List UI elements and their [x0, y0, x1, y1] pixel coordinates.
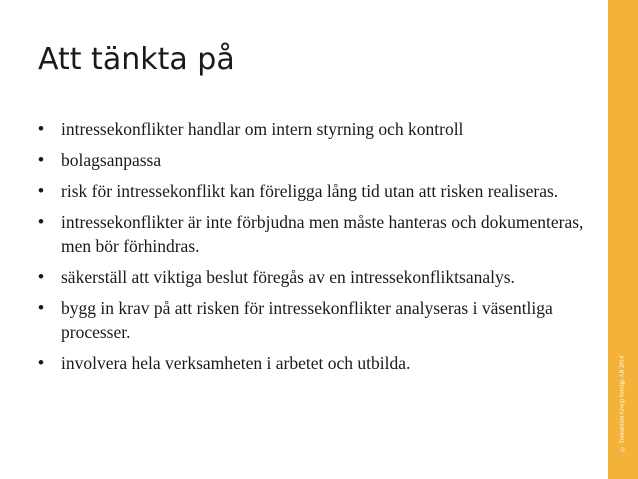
bullet-icon: • [38, 267, 44, 286]
bullet-icon: • [38, 212, 44, 231]
bullet-text: risk för intressekonflikt kan föreligga lång tid utan att risken realiseras. [61, 181, 559, 201]
bullet-icon: • [38, 150, 44, 169]
list-item [38, 265, 598, 289]
list-item [38, 210, 598, 258]
bullet-text: intressekonflikter handlar om intern styrning och kontroll [61, 119, 464, 139]
bullet-icon: • [38, 298, 44, 317]
accent-sidebar [608, 0, 638, 479]
list-item [38, 117, 598, 141]
bullet-text: säkerställ att viktiga beslut föregås av en intressekonfliktsanalys. [61, 267, 515, 287]
bullet-text: bolagsanpassa [61, 150, 162, 170]
list-item [38, 351, 598, 375]
list-item [38, 148, 598, 172]
bullet-text: intressekonflikter är inte förbjudna men måste hanteras och dokumenteras, men bör förhindras. [61, 212, 584, 256]
bullet-icon: • [38, 119, 44, 138]
bullet-list [38, 117, 598, 382]
bullet-text: bygg in krav på att risken för intressekonflikter analyseras i väsentliga processer. [61, 298, 553, 342]
bullet-icon: • [38, 353, 44, 372]
bullet-text: involvera hela verksamheten i arbetet och utbilda. [61, 353, 411, 373]
list-item [38, 296, 598, 344]
bullet-icon: • [38, 181, 44, 200]
copyright-text: © Transaction Group Sverige AB 2014 [619, 355, 626, 451]
list-item [38, 179, 598, 203]
slide-title: Att tänkta på [38, 42, 235, 77]
